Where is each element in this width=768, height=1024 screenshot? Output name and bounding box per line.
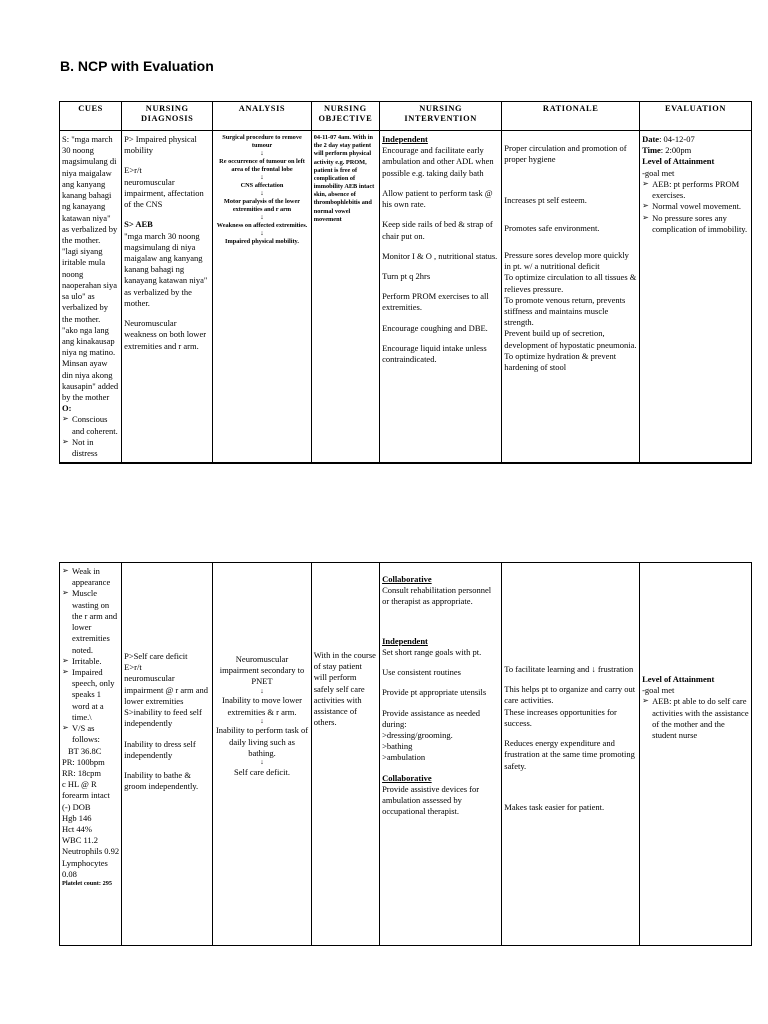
table-row xyxy=(60,563,752,946)
sign-text: Inability to dress self independently xyxy=(124,738,196,760)
down-arrow-icon: ↓ xyxy=(260,686,264,695)
lab-value: Hct 44% xyxy=(62,824,92,835)
ncp-table-self-care xyxy=(59,562,752,946)
intervention-item: Encourage coughing and DBE. xyxy=(382,322,488,333)
time-label: Time xyxy=(642,145,661,156)
intervention-item: Encourage and facilitate early ambulation and other ADL when possible e.g. taking daily bath xyxy=(382,145,494,178)
rationale-cell xyxy=(502,563,640,946)
sign-label: S> AEB xyxy=(124,219,153,230)
objective-cell xyxy=(311,131,379,464)
objective-cue: ➢ Conscious and coherent. xyxy=(62,414,119,436)
evaluation-item: ➢ AEB: pt performs PROM exercises. xyxy=(642,179,749,201)
intervention-item: Provide assistance as needed during: xyxy=(382,707,481,729)
sign-text: Inability to bathe & groom independently. xyxy=(124,769,199,792)
intervention-item: Use consistent routines xyxy=(382,667,461,678)
cue-item: ➢ Impaired speech, only speaks 1 word at a time.\ xyxy=(62,667,119,723)
diagnosis-cell xyxy=(122,563,213,946)
rationale-cell xyxy=(502,131,640,464)
cue-item: ➢ V/S as follows: xyxy=(62,723,119,745)
rationale-item: Pressure sores develop more quickly in pt. w/ a nutritional deficit xyxy=(504,249,629,272)
cue-item: ➢ Muscle wasting on the r arm and lower extremities noted. xyxy=(62,588,119,655)
collaborative-label: Collaborative xyxy=(382,574,432,584)
intervention-cell xyxy=(380,131,502,464)
intervention-subitem: >dressing/grooming. xyxy=(382,729,453,740)
lab-value: Platelet count: 295 xyxy=(62,880,113,888)
rationale-item: Promotes safe environment. xyxy=(504,222,600,233)
evaluation-item: ➢ No pressure sores any complication of immobility. xyxy=(642,213,749,235)
etiology-label: E>r/t xyxy=(124,165,142,176)
header-row xyxy=(60,102,752,131)
intervention-cell xyxy=(380,563,502,946)
header-diagnosis: NURSING DIAGNOSIS xyxy=(122,102,213,131)
table-row xyxy=(60,131,752,464)
cues-cell xyxy=(60,131,122,464)
goal-status: -goal met xyxy=(642,167,675,178)
analysis-step: Neuromuscular impairment secondary to PNET xyxy=(219,654,305,687)
analysis-step: Self care deficit. xyxy=(234,766,290,777)
evaluation-item: ➢ Normal vowel movement. xyxy=(642,201,749,212)
rationale-item: Increases pt self esteem. xyxy=(504,195,587,206)
intervention-item: Set short range goals with pt. xyxy=(382,646,482,657)
analysis-step: Inability to move lower extremities & r arm. xyxy=(221,695,303,717)
lab-value: WBC 11.2 xyxy=(62,835,99,846)
analysis-step: Surgical procedure to remove tumour xyxy=(222,134,302,150)
down-arrow-icon: ↓ xyxy=(260,758,264,767)
down-arrow-icon: ↓ xyxy=(260,716,264,725)
intervention-item: Turn pt q 2hrs xyxy=(382,270,431,281)
intervention-subitem: >ambulation xyxy=(382,752,426,763)
down-arrow-icon: ↓ xyxy=(260,229,264,238)
cue-item: ➢ Weak in appearance xyxy=(62,566,119,588)
rationale-item: To optimize hydration & prevent hardening of stool xyxy=(504,350,617,373)
down-arrow-icon: ↓ xyxy=(260,189,264,198)
rationale-item: To optimize circulation to all tissues & relieves pressure. xyxy=(504,272,637,294)
evaluation-cell xyxy=(640,563,752,946)
objective-cue: ➢ Not in distress xyxy=(62,437,119,459)
down-arrow-icon: ↓ xyxy=(260,213,264,222)
date-label: Date xyxy=(642,134,660,144)
rationale-item: To facilitate learning and ↓ frustration xyxy=(504,664,634,674)
lab-value: Lymphocytes 0.08 xyxy=(62,857,108,879)
header-evaluation: EVALUATION xyxy=(640,102,752,131)
rationale-item: This helps pt to organize and carry out care activities. xyxy=(504,684,636,706)
intervention-item: Provide pt appropriate utensils xyxy=(382,687,487,698)
date-value: : 04-12-07 xyxy=(659,134,695,144)
ncp-table-mobility xyxy=(59,101,752,464)
sign-text: "mga march 30 noong magsimulang di niya maigalaw ang kanyang kanang bahagi ng kanayang katawan niya" as verbalized by the mother. xyxy=(124,230,208,308)
extra-cue: Neuromuscular weakness on both lower extremities and r arm. xyxy=(124,318,207,351)
lab-value: Hgb 146 xyxy=(62,812,92,823)
subjective-cue: S: "mga march 30 noong magsimulang di niya maigalaw ang kanyang kanang bahagi ng kanayang katawan niya" as verbalized by the mother. xyxy=(62,134,118,245)
header-intervention: NURSING INTERVENTION xyxy=(380,102,502,131)
analysis-step: Re occurrence of tumour on left area of the frontal lobe xyxy=(219,158,305,174)
diagnosis-cell xyxy=(122,131,213,464)
header-rationale: RATIONALE xyxy=(502,102,640,131)
cues-cell xyxy=(60,563,122,946)
intervention-subitem: >bathing xyxy=(382,741,413,752)
lab-value: (-) DOB xyxy=(62,801,91,812)
analysis-cell xyxy=(213,563,311,946)
rationale-item: Makes task easier for patient. xyxy=(504,801,605,812)
intervention-item: Provide assistive devices for ambulation assessed by occupational therapist. xyxy=(382,783,480,817)
problem-statement: P>Self care deficit xyxy=(124,651,188,661)
header-objective: NURSING OBJECTIVE xyxy=(311,102,379,131)
etiology-label: E>r/t xyxy=(124,662,142,673)
attainment-label: Level of Attainment xyxy=(642,156,715,167)
attainment-label: Level of Attainment xyxy=(642,674,715,684)
problem-statement: P> Impaired physical mobility xyxy=(124,134,197,156)
objective-label: O: xyxy=(62,403,72,414)
intervention-item: Keep side rails of bed & strap of chair put on. xyxy=(382,219,493,241)
rationale-item: Reduces energy expenditure and frustration at the same time promoting safety. xyxy=(504,738,635,771)
analysis-step: CNS affectation xyxy=(240,182,284,190)
evaluation-item: ➢ AEB: pt able to do self care activities with the assistance of the mother and the student nurse xyxy=(642,696,749,741)
vital-sign: c HL @ R forearm intact xyxy=(62,779,110,801)
time-value: : 2:00pm xyxy=(660,145,692,156)
analysis-step: Weakness on affected extremities. xyxy=(216,221,308,229)
header-cues: CUES xyxy=(60,102,122,131)
sign-text: S>inability to feed self independently xyxy=(124,707,202,729)
rationale-item: These increases opportunities for success. xyxy=(504,706,617,728)
analysis-step: Motor paralysis of the lower extremities and r arm xyxy=(223,197,301,214)
intervention-item: Encourage liquid intake unless contraindicated. xyxy=(382,342,487,365)
analysis-step: Impaired physical mobility. xyxy=(225,237,299,245)
analysis-cell xyxy=(213,131,311,464)
objective-cell xyxy=(311,563,379,946)
cue-item: ➢ Irritable. xyxy=(62,656,119,667)
intervention-item: Allow patient to perform task @ his own rate. xyxy=(382,187,493,210)
lab-value: Neutrophils 0.92 xyxy=(62,846,120,857)
etiology-text: neuromuscular impairment, affectation of the CNS xyxy=(124,176,204,210)
independent-label: Independent xyxy=(382,635,428,646)
intervention-item: Monitor I & O , nutritional status. xyxy=(382,250,498,261)
header-analysis: ANALYSIS xyxy=(213,102,311,131)
rationale-item: To promote venous return, prevents stiffness and maintains muscle strength. xyxy=(504,294,626,328)
goal-status: -goal met xyxy=(642,685,675,696)
independent-label: Independent xyxy=(382,134,428,144)
mother-quote: "ako nga lang ang kinakausap niya ng matino. Minsan ayaw din niya akong kausapin" added by the mother xyxy=(62,324,119,403)
objective-text: 04-11-07 4am. With in the 2 day stay patient will perform physical activity e.g. PROM, patient is free of complication of immobility AEB intact skin, absence of thrombophlebitis and normal vowel movement xyxy=(313,134,375,223)
down-arrow-icon: ↓ xyxy=(260,149,264,158)
collaborative-label: Collaborative xyxy=(382,772,432,783)
objective-text: With in the course of stay patient will perform safely self care activities with assistance of others. xyxy=(313,650,376,728)
etiology-text: neuromuscular impairment @ r arm and lower extremities xyxy=(124,673,208,706)
page-title: B. NCP with Evaluation xyxy=(60,58,214,74)
intervention-item: Consult rehabilitation personnel or therapist as appropriate. xyxy=(382,585,492,607)
analysis-step: Inability to perform task of daily living such as bathing. xyxy=(215,725,309,758)
vital-sign: PR: 100bpm xyxy=(62,756,105,767)
mother-quote: "lagi siyang iritable mula noong naoperahan siya sa ulo" as verbalized by the mother. xyxy=(62,246,117,324)
intervention-item: Perform PROM exercises to all extremities. xyxy=(382,291,489,313)
vital-sign: BT 36.8C xyxy=(68,745,102,756)
evaluation-cell xyxy=(640,131,752,464)
rationale-item: Proper circulation and promotion of proper hygiene xyxy=(504,143,627,165)
down-arrow-icon: ↓ xyxy=(260,173,264,182)
rationale-item: Prevent build up of secretion, development of hypostatic pneumonia. xyxy=(504,328,637,350)
vital-sign: RR: 18cpm xyxy=(62,767,101,778)
